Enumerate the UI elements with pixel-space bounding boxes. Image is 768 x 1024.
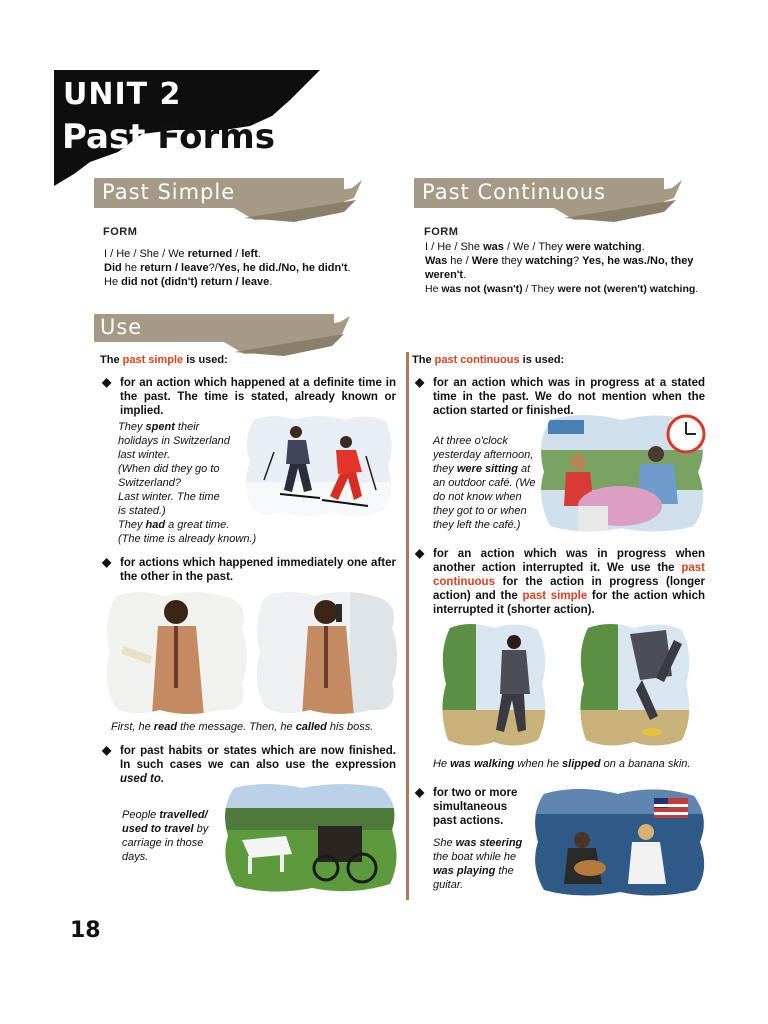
past-continuous-use-3: ◆ for two or more simultaneous past actions.	[415, 785, 518, 827]
use-heading-tab	[94, 314, 352, 348]
carriage-example: People travelled/ used to travel by carriage in those days.	[122, 809, 209, 863]
diamond-bullet-icon: ◆	[102, 743, 112, 757]
cafe-example: At three o'clock yesterday afternoon, they were sitting at an outdoor café. (We do not know when they got to or when they left the café.)	[433, 435, 536, 531]
past-continuous-heading-tab	[414, 178, 684, 212]
diamond-bullet-icon: ◆	[102, 555, 112, 569]
message-example: First, he read the message. Then, he called his boss.	[111, 721, 374, 733]
past-continuous-form-label: FORM	[424, 226, 459, 238]
past-simple-form-line1: I / He / She / We returned / left.	[104, 248, 261, 260]
diamond-bullet-icon: ◆	[415, 375, 425, 389]
past-simple-heading-tab	[94, 178, 364, 212]
clock-icon	[666, 414, 706, 459]
diamond-bullet-icon: ◆	[415, 546, 425, 560]
past-continuous-form-line1: I / He / She was / We / They were watching.	[425, 241, 645, 253]
past-continuous-heading: Past Continuous	[422, 180, 607, 204]
diamond-bullet-icon: ◆	[415, 785, 425, 799]
past-simple-use-1: ◆ for an action which happened at a definite time in the past. The time is stated, already known or implied.	[102, 375, 396, 417]
past-continuous-form-line3: He was not (wasn't) / They were not (weren't) watching.	[425, 283, 699, 295]
skiers-photo	[244, 412, 394, 520]
skiing-example: They spent their holidays in Switzerland last winter. (When did they go to Switzerland? Last winter. The time is stated.) They had a great time. (The time is already known.)	[118, 421, 257, 545]
banana-example: He was walking when he slipped on a banana skin.	[433, 758, 691, 770]
horse-carriage-photo	[222, 780, 398, 896]
man-reading-photo	[104, 588, 248, 716]
column-divider	[406, 352, 409, 900]
diamond-bullet-icon: ◆	[102, 375, 112, 389]
past-continuous-use-2: ◆ for an action which was in progress when another action interrupted it. We use the past continuous for the action in progress (longer action) and the past simple for the action which interrupted it (shorter action).	[415, 546, 705, 616]
past-simple-form-label: FORM	[103, 226, 138, 238]
past-continuous-intro: The past continuous is used:	[412, 354, 565, 366]
past-simple-use-3: ◆ for past habits or states which are now finished. In such cases we can also use the expression used to.	[102, 743, 396, 785]
past-simple-form-line3: He did not (didn't) return / leave.	[104, 276, 273, 288]
page-number: 18	[70, 918, 101, 943]
past-simple-use-2: ◆ for actions which happened immediately one after the other in the past.	[102, 555, 396, 583]
use-heading: Use	[100, 315, 143, 339]
sailing-couple-photo	[532, 784, 708, 898]
past-continuous-form-line2: Was he / Were they watching? Yes, he was./No, they weren't.	[425, 255, 694, 281]
man-walking-photo	[440, 620, 548, 750]
past-simple-heading: Past Simple	[102, 180, 236, 204]
past-simple-intro: The past simple is used:	[100, 354, 228, 366]
man-slipping-photo	[578, 620, 692, 750]
past-continuous-use-1: ◆ for an action which was in progress at a stated time in the past. We do not mention when the action started or finished.	[415, 375, 705, 417]
past-simple-form-line2: Did he return / leave?/Yes, he did./No, he didn't.	[104, 262, 351, 274]
boat-example: She was steering the boat while he was playing the guitar.	[433, 837, 523, 891]
unit-title: Past Forms	[62, 117, 275, 157]
unit-number: UNIT 2	[63, 77, 182, 112]
man-calling-photo	[254, 588, 398, 716]
